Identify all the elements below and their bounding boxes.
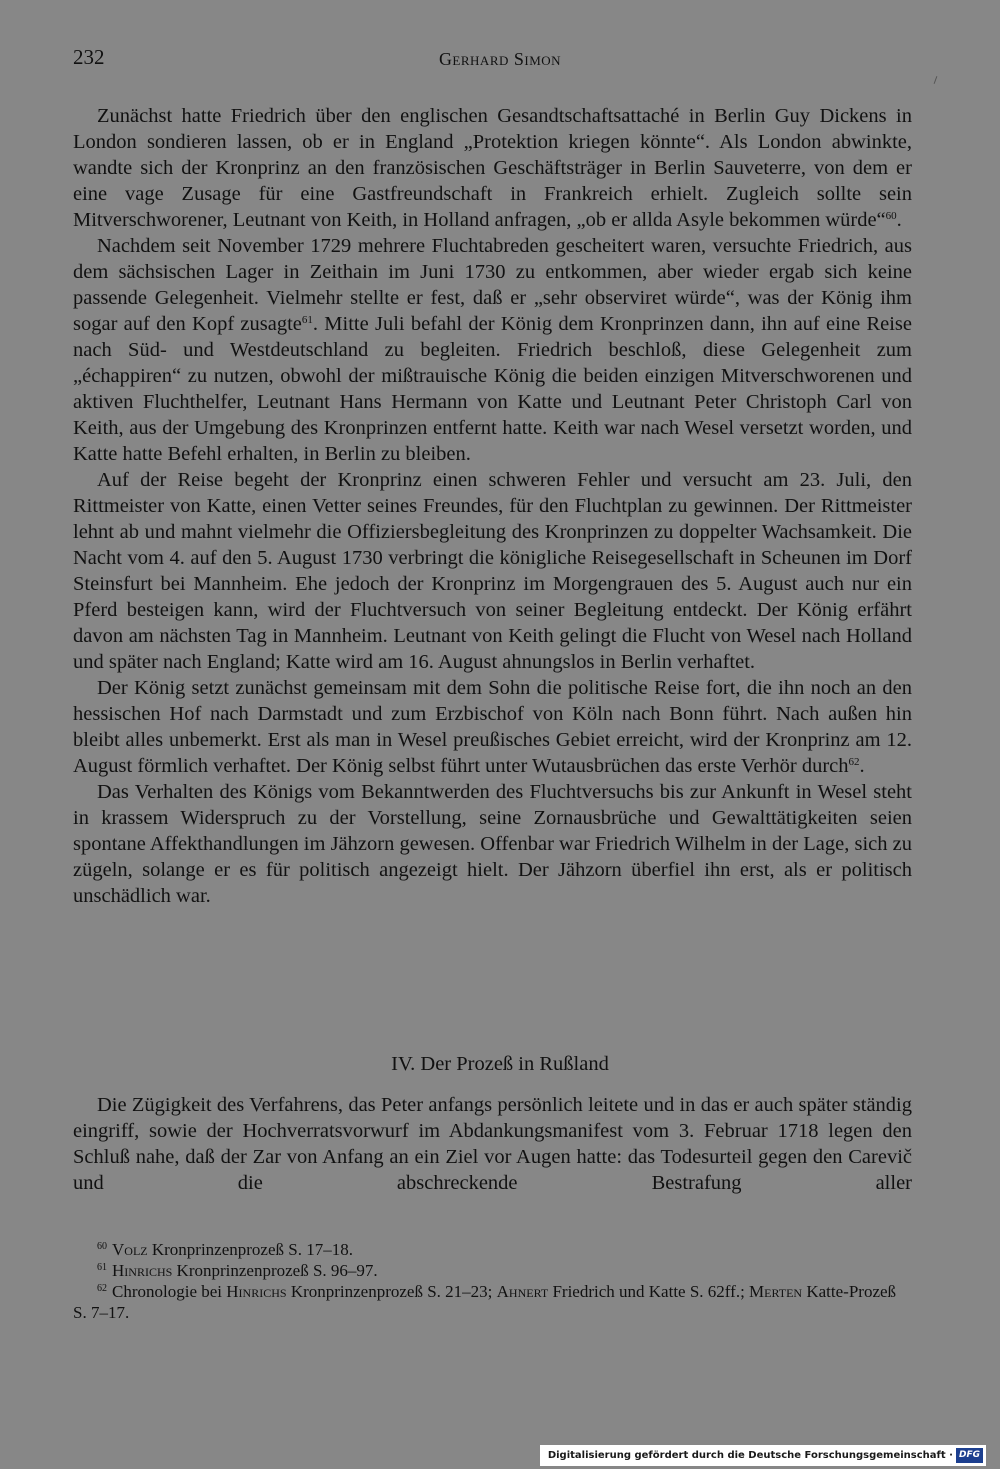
footnote-text: Kronprinzenprozeß S. 21–23; xyxy=(286,1282,497,1301)
footnote-text: Chronologie bei xyxy=(112,1282,227,1301)
paragraph-text: . Mitte Juli befahl der König dem Kronprinzen dann, ihn auf eine Reise nach Süd- und Westdeutschland zu begleiten. Friedrich beschloß, diese Gelegenheit zum „échappiren“ zu nutzen, obwohl der mißtrauische König die beiden einzigen Mitverschworenen und aktiven Fluchthelfer, Leutnant Hans Hermann von Katte und Leutnant Peter Christoph Carl von Keith, aus der Umgebung des Kronprinzen entfernt hatte. Keith war nach Wesel versetzt worden, und Katte hatte Befehl erhalten, in Berlin zu bleiben. xyxy=(73,313,913,465)
footnote-62 xyxy=(73,1281,912,1323)
footnote-text: Katte-Prozeß S. 7–17. xyxy=(73,1282,897,1322)
footnote-text: Kronprinzenprozeß S. 96–97. xyxy=(176,1261,378,1280)
running-head: Gerhard Simon xyxy=(438,49,562,69)
footnote-60 xyxy=(73,1239,912,1260)
paragraph: Auf der Reise begeht der Kronprinz einen schweren Fehler und versucht am 23. Juli, den Rittmeister von Katte, einen Vetter seines Freundes, für den Fluchtplan zu gewinnen. Der Rittmeister lehnt ab und mahnt vielmehr die Offiziersbegleitung des Kronprinzen zu doppelter Wachsamkeit. Die Nacht vom 4. auf den 5. August 1730 verbringt die königliche Reisegesellschaft in Scheunen im Dorf Steinsfurt bei Mannheim. Ehe jedoch der Kronprinz im Morgengrauen des 5. August auch nur ein Pferd besteigen kann, wird der Fluchtversuch von seiner Begleitung entdeckt. Der König erfährt davon am nächsten Tag in Mannheim. Leutnant von Keith gelingt die Flucht von Wesel nach Holland und später nach England; Katte wird am 16. August ahnungslos in Berlin verhaftet. xyxy=(73,469,912,673)
paragraph-text: Zunächst hatte Friedrich über den englischen Gesandtschaftsattaché in Berlin Guy Dickens in London sondieren lassen, ob er in England „Protektion kriegen könnte“. Als London abwinkte, wandte sich der Kronprinz an den französischen Geschäftsträger in Berlin Sauveterre, von dem er eine vage Zusage für eine Gastfreundschaft in Frankreich erhielt. Zugleich sollte sein Mitverschworener, Leutnant von Keith, in Holland anfragen, „ob er allda Asyle bekommen würde“ xyxy=(73,105,912,231)
section-heading: IV. Der Prozeß in Rußland xyxy=(391,1053,609,1075)
paragraph-text: Der König setzt zunächst gemeinsam mit dem Sohn die politische Reise fort, die ihn noch an den hessischen Hof nach Darmstadt und zum Erzbischof von Köln nach Bonn führt. Nach außen hin bleibt alles unbemerkt. Erst als man in Wesel preußisches Gebiet erreicht, wird der Kronprinz am 12. August förmlich verhaftet. Der König selbst führt unter Wutausbrüchen das erste Verhör durch xyxy=(73,677,912,777)
paragraph: Das Verhalten des Königs vom Bekanntwerden des Fluchtversuchs bis zur Ankunft in Wesel steht in krassem Widerspruch zu der Vorstellung, seine Zornausbrüche und Gewalttätigkeiten seien spontane Affekthandlungen im Jähzorn gewesen. Offenbar war Friedrich Wilhelm in der Lage, sich zu zügeln, solange er es für politisch angezeigt hielt. Der Jähzorn überfiel ihn erst, als er politisch unschädlich war. xyxy=(73,781,912,907)
paragraph xyxy=(73,675,912,779)
funding-notice xyxy=(540,1445,986,1466)
page-number: 232 xyxy=(73,45,105,69)
footnote-author: Ahnert xyxy=(496,1282,549,1301)
paragraph-text: Nachdem seit November 1729 mehrere Fluchtabreden gescheitert waren, versuchte Friedrich, aus dem sächsischen Lager in Zeithain im Juni 1730 zu entkommen, aber wieder ergab sich keine passende Gelegenheit. Vielmehr stellte er fest, daß er „sehr observiret würde“, was der König ihm sogar auf den Kopf zusagte xyxy=(73,235,912,335)
paragraph-text: . xyxy=(859,755,865,777)
footnote-number: 60 xyxy=(97,1241,107,1252)
footnote-text: Kronprinzenprozeß S. 17–18. xyxy=(151,1240,353,1259)
footnote-number: 61 xyxy=(97,1262,107,1273)
funding-separator: · xyxy=(949,1450,953,1461)
section-text xyxy=(73,1092,912,1196)
paragraph xyxy=(73,103,912,233)
dfg-logo: DFG xyxy=(956,1448,983,1463)
footnote-author: Merten xyxy=(749,1282,803,1301)
scan-mark xyxy=(934,76,938,84)
footnote-author: Hinrichs xyxy=(112,1261,173,1280)
footnote-author: Hinrichs xyxy=(226,1282,287,1301)
footnote-text: Friedrich und Katte S. 62ff.; xyxy=(548,1282,750,1301)
footnote-ref: 62 xyxy=(848,756,860,768)
main-text xyxy=(73,103,912,909)
footnote-author: Volz xyxy=(112,1240,148,1259)
paragraph: Die Zügigkeit des Verfahrens, das Peter anfangs persönlich leitete und in das er auch später ständig eingriff, sowie der Hochverratsvorwurf im Abdankungsmanifest vom 3. Februar 1718 legen den Schluß nahe, daß der Zar von Anfang an ein Ziel vor Augen hatte: das Todesurteil gegen den Carevič und die abschreckende Bestrafung aller xyxy=(73,1094,912,1194)
footnote-number: 62 xyxy=(97,1283,107,1294)
paragraph xyxy=(73,233,912,467)
paragraph-text: . xyxy=(896,209,902,231)
footnotes xyxy=(73,1239,912,1323)
footnote-ref: 60 xyxy=(885,210,897,222)
funding-text: Digitalisierung gefördert durch die Deutsche Forschungsgemeinschaft xyxy=(547,1450,946,1461)
footnote-61 xyxy=(73,1260,912,1281)
footnote-ref: 61 xyxy=(301,314,313,326)
